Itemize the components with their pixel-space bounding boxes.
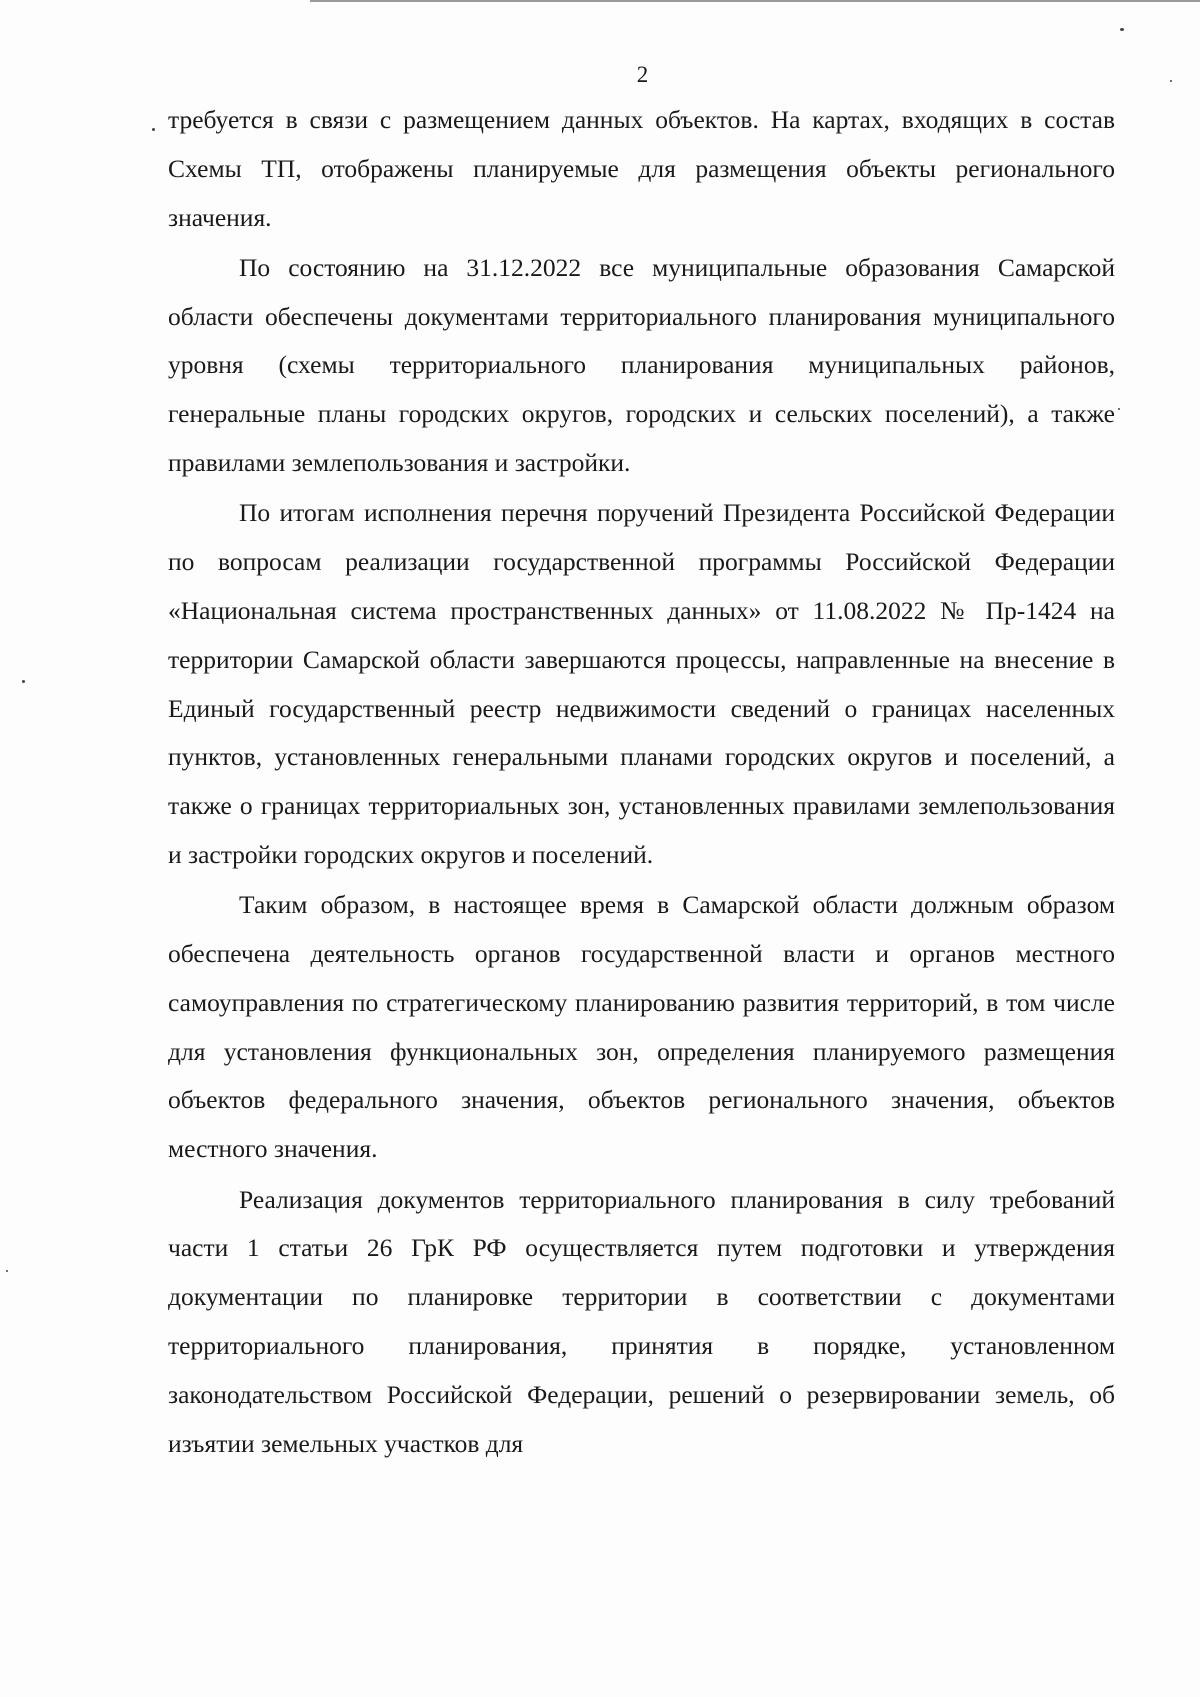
scan-speck (1120, 28, 1124, 31)
paragraph-planning-status: По состоянию на 31.12.2022 все муниципальные образования Самарской области обеспечены документами территориального планирования муниципального уровня (схемы территориального планирования муниципальных районов, генеральные планы городских округов, городских и сельских поселений), а также правилами землепользования и застройки. (168, 252, 1115, 478)
page-number: 2 (636, 62, 649, 87)
scan-speck (1118, 408, 1120, 410)
scan-top-edge (310, 0, 1200, 2)
paragraph-continuation: требуется в связи с размещением данных объектов. На картах, входящих в состав Схемы ТП, отображены планируемые для размещения объекты регионального значения. (168, 105, 1115, 232)
scan-speck (152, 128, 155, 131)
paragraph-conclusion: Таким образом, в настоящее время в Самарской области должным образом обеспечена деятельность органов государственной власти и органов местного самоуправления по стратегическому планированию развития территорий, в том числе для установления функциональных зон, определения планируемого размещения объектов федерального значения, объектов регионального значения, объектов местного значения. (168, 890, 1115, 1164)
document-body (168, 96, 1115, 1468)
scan-speck (1170, 80, 1172, 82)
paragraph-president-instructions: По итогам исполнения перечня поручений Президента Российской Федерации по вопросам реализации государственной программы Российской Федерации «Национальная система пространственных данных» от 11.08.2022 № Пр-1424 на территории Самарской области завершаются процессы, направленные на внесение в Единый государственный реестр недвижимости сведений о границах населенных пунктов, установленных генеральными планами городских округов и поселений, а также о границах территориальных зон, установленных правилами землепользования и застройки городских округов и поселений. (168, 498, 1115, 869)
paragraph-implementation: Реализация документов территориального планирования в силу требований части 1 статьи 26 ГрК РФ осуществляется путем подготовки и утверждения документации по планировке территории в соответствии с документами территориального планирования, принятия в порядке, установленном законодательством Российской Федерации, решений о резервировании земель, об изъятии земельных участков для (168, 1184, 1115, 1458)
scan-speck (22, 680, 25, 683)
scan-speck (6, 1270, 8, 1272)
